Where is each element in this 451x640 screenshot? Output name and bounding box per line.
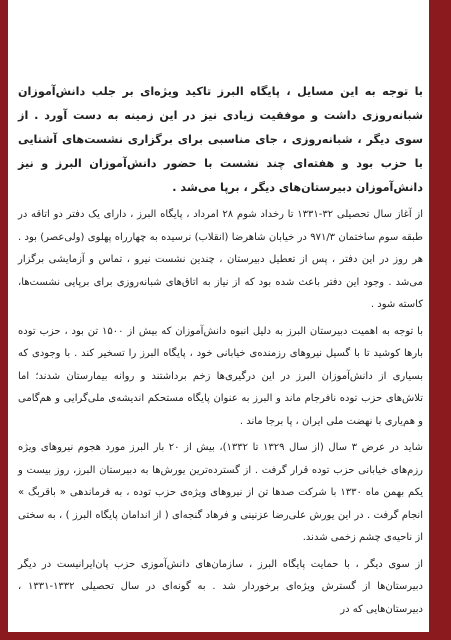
- page-border-right: [429, 0, 451, 640]
- paragraph-1: با توجه به این مسایل ، پایگاه البرز تاکید ویژه‌ای بر جلب دانش‌آموزان شبانه‌روزی داشت و موفقیت زیادی نیز در این زمینه به دست آورد . از سوی دیگر ، شبانه‌روزی ، جای مناسبی برای برگزاری نشست‌های آشنایی با حزب بود و هفته‌ای چند نشست با حضور دانش‌آموزان البرز و نیز دانش‌آموزان دبیرستان‌های دیگر ، برپا می‌شد .: [18, 85, 423, 194]
- paragraph-4: شاید در عرض ۳ سال (از سال ۱۳۲۹ تا ۱۳۳۲)، بیش از ۲۰ بار البرز مورد هجوم نیروهای ویژه رزم‌های خیابانی حزب توده قرار گرفت . از گسترده‌ترین یورش‌ها به دبیرستان البرز، روز بیست و یکم بهمن ماه ۱۳۳۰ با شرکت صدها تن از نیروهای ویژه‌ی حزب توده ، به فرماندهی « باقربگ » انجام گرفت . در این یورش علی‌رضا عزنینی و فرهاد گنجه‌ای ( از اندامان پایگاه البرز ) ، به سختی از ناحیه‌ی چشم زخمی شدند.: [18, 442, 424, 543]
- page-border-bottom: [0, 632, 451, 640]
- body-text: [18, 80, 423, 625]
- paragraph-3: با توجه به اهمیت دبیرستان البرز به دلیل انبوه دانش‌آموزان که بیش از ۱۵۰۰ تن بود ، حزب توده بارها کوشید تا با گسیل نیروهای رزمنده‌ی خیابانی خود ، پایگاه البرز را تسخیر کند . با وجودی که بسیاری از دانش‌آموزان البرز در این درگیری‌ها زخم برداشتند و روانه بیمارستان شدند؛ اما تلاش‌های حزب توده نافرجام ماند و البرز به عنوان پایگاه مستحکم اندیشه‌ی ملی‌گرایی و هم‌گامی و هم‌یاری با نهضت ملی ایران ، پا برجا ماند .: [18, 325, 423, 427]
- page-border-left: [0, 0, 8, 640]
- paragraph-5: از سوی دیگر ، با حمایت پایگاه البرز ، سازمان‌های دانش‌آموزی حزب پان‌ایرانیست در دیگر دبیرستان‌ها از گسترش ویژه‌ای برخوردار شد . به گونه‌ای در سال تحصیلی ۱۳۳۲-۱۳۳۱ ، دبیرستان‌هایی که در: [18, 558, 423, 615]
- paragraph-2: از آغاز سال تحصیلی ۳۲-۱۳۳۱ تا رخداد شوم ۲۸ امرداد ، پایگاه البرز ، دارای یک دفتر دو اتاقه در طبقه سوم ساختمان ۹۷۱/۳ در خیابان شاهرضا (انقلاب) نرسیده به چهارراه پهلوی (ولی‌عصر) بود . هر روز در این دفتر ، پس از تعطیل دبیرستان ، چندین نشست نیرو ، تماس و آزمایشی برگزار می‌شد . وجود این دفتر باعث شده بود که از نیاز به اتاق‌های شبانه‌روزی برای برپایی نشست‌ها، کاسته شود .: [18, 209, 423, 310]
